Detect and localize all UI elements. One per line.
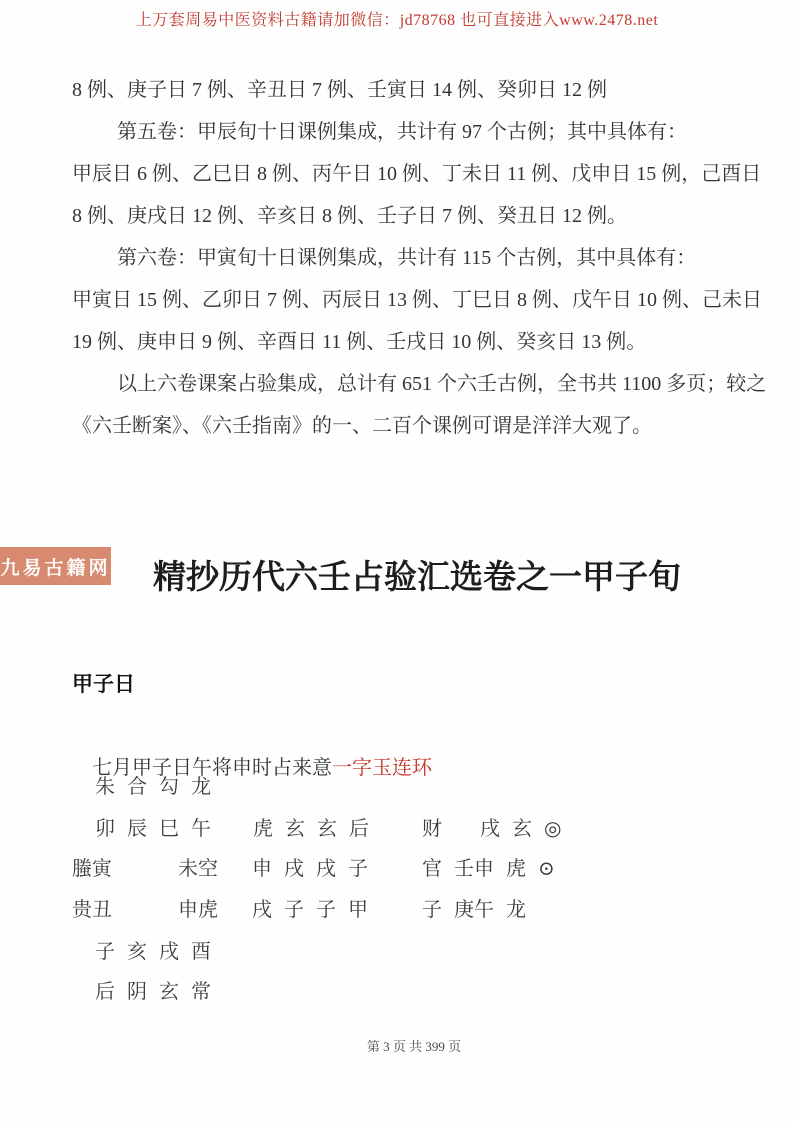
watermark-text: 九易古籍网 xyxy=(0,557,111,579)
text-line: 甲辰日 6 例、乙巳日 8 例、丙午日 10 例、丁未日 11 例、戊申日 15 例，己酉日 xyxy=(72,163,762,185)
chart-cell: 子 庚午 龙 xyxy=(422,899,526,921)
promo-header-text: 上万套周易中医资料古籍请加微信：jd78768 也可直接进入www.2478.net xyxy=(135,12,659,29)
chart-cell: 后 阴 玄 常 xyxy=(95,981,211,1003)
text-line: 第六卷：甲寅旬十日课例集成，共计有 115 个古例，其中具体有： xyxy=(117,247,697,269)
chart-cell: 虎 玄 玄 后 xyxy=(253,818,369,840)
text-line: 甲寅日 15 例、乙卯日 7 例、丙辰日 13 例、丁巳日 8 例、戊午日 10 例、己未日 xyxy=(72,289,762,311)
case-intro-prefix: 七月甲子日午将申时占来意 xyxy=(92,757,332,779)
text-line: 8 例、庚戌日 12 例、辛亥日 8 例、壬子日 7 例、癸丑日 12 例。 xyxy=(72,205,627,227)
text-line: 19 例、庚申日 9 例、辛酉日 11 例、壬戌日 10 例、癸亥日 13 例。 xyxy=(72,331,647,353)
chart-cell: 申 戌 戌 子 xyxy=(252,858,368,880)
chart-cell: 申虎 xyxy=(178,899,218,921)
page-title: 精抄历代六壬占验汇选卷之一甲子旬 xyxy=(153,560,681,596)
chart-cell: 贵丑 xyxy=(72,899,112,921)
intro-paragraphs xyxy=(72,69,767,447)
chart-row xyxy=(0,775,794,799)
chart-cell: 子 亥 戌 酉 xyxy=(95,941,211,963)
chart-row xyxy=(0,940,794,964)
chart-row xyxy=(0,898,794,922)
chart-cell: 财 xyxy=(422,818,442,840)
chart-cell: 戌 玄 ◎ xyxy=(480,818,562,840)
chart-cell: 官 壬申 虎 ⊙ xyxy=(422,858,555,880)
chart-cell: 戌 子 子 甲 xyxy=(252,899,368,921)
liuren-chart xyxy=(0,775,794,1010)
chart-cell: 卯 辰 巳 午 xyxy=(95,818,211,840)
text-line: 8 例、庚子日 7 例、辛丑日 7 例、壬寅日 14 例、癸卯日 12 例 xyxy=(72,79,607,101)
case-intro-highlight: 一字玉连环 xyxy=(332,757,432,779)
chart-row xyxy=(0,980,794,1004)
section-heading: 甲子日 xyxy=(72,673,135,696)
chart-cell: 螣寅 xyxy=(72,858,112,880)
chart-row xyxy=(0,817,794,841)
page-number: 第 3 页 共 399 页 xyxy=(366,1039,462,1054)
text-line: 第五卷：甲辰旬十日课例集成，共计有 97 个古例；其中具体有： xyxy=(117,121,687,143)
chart-cell: 未空 xyxy=(178,858,218,880)
text-line: 《六壬断案》、《六壬指南》的一、二百个课例可谓是洋洋大观了。 xyxy=(72,415,652,437)
text-line: 以上六卷课案占验集成，总计有 651 个六壬古例，全书共 1100 多页；较之 xyxy=(117,373,767,395)
chart-row xyxy=(0,857,794,881)
chart-cell: 朱 合 勾 龙 xyxy=(95,776,211,798)
